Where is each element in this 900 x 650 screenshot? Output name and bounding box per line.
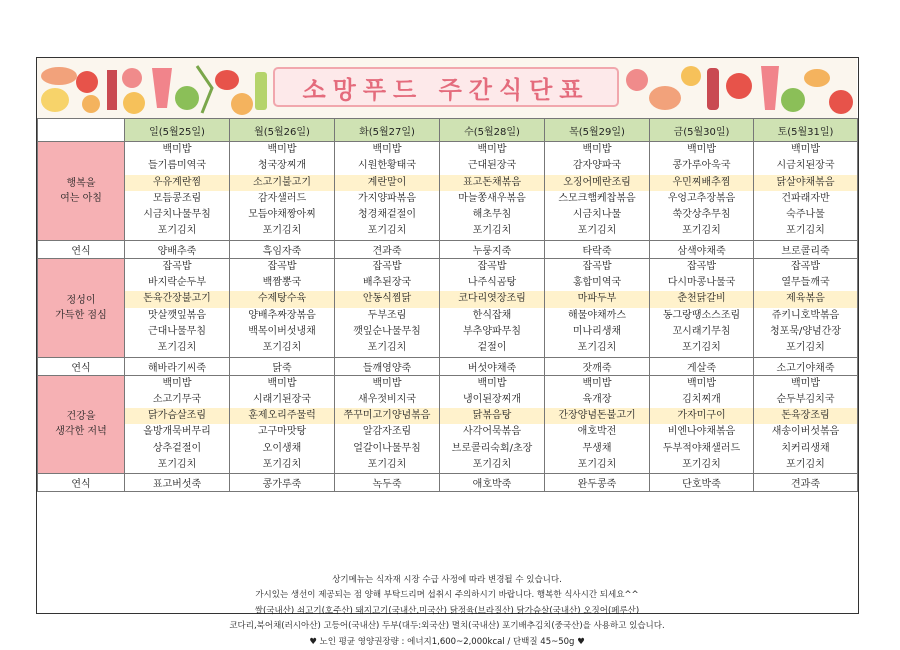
menu-item: 우유계란찜 [125,175,229,191]
menu-item: 바지락순두부 [148,277,206,289]
menu-item: 간장양념돈불고기 [545,408,649,424]
menu-item: 쑥갓상추무침 [672,209,731,221]
day-menu-cell [125,258,230,357]
food-illustration-right [621,58,857,118]
menu-item: 안동식찜닭 [335,291,439,307]
snack-label: 연식 [38,240,125,258]
menu-item: 브로콜리숙회/초장 [451,442,533,454]
day-menu-cell [545,142,650,241]
menu-item: 잡곡밥 [791,260,820,272]
day-menu-cell [125,375,230,474]
menu-item: 콩가루아욱국 [672,160,731,172]
menu-item: 고구마맛탕 [257,426,307,438]
menu-item: 미나리생채 [572,325,622,337]
menu-item: 쥬키니호박볶음 [771,309,840,321]
menu-item: 표고돈채볶음 [440,175,544,191]
menu-item: 두부조림 [367,309,407,321]
menu-item: 춘천닭갈비 [650,291,753,307]
menu-item: 돈육장조림 [754,408,857,424]
meal-row [38,375,858,474]
meal-label [38,142,125,241]
snack-item: 애호박죽 [440,474,545,492]
menu-item: 포기김치 [577,342,617,354]
day-menu-cell [125,142,230,241]
corner-cell [38,119,125,142]
snack-item: 잣깨죽 [545,357,650,375]
menu-item: 포기김치 [472,459,512,471]
day-header: 월(5월26일) [230,119,335,142]
snack-label: 연식 [38,357,125,375]
day-menu-cell [650,258,754,357]
note-line: ♥ 노인 평균 영양권장량 : 에너지1,600~2,000kcal / 단백질 45~50g ♥ [309,636,585,647]
menu-item: 얼갈이나물무침 [353,442,421,454]
snack-row [38,474,858,492]
menu-item: 백미밥 [791,377,820,389]
menu-item: 해초무침 [472,209,512,221]
menu-item: 상추겉절이 [152,442,202,454]
day-header-row [38,119,858,142]
menu-item: 알감자조림 [362,426,412,438]
day-header: 토(5월31일) [754,119,858,142]
menu-item: 나주식곰탕 [467,277,517,289]
menu-item: 백미밥 [162,377,192,389]
menu-item: 감자양파국 [572,160,622,172]
menu-item: 소고기불고기 [230,175,334,191]
menu-item: 청국장찌개 [257,160,307,172]
meal-label-line: 건강을 [66,411,96,423]
menu-item: 청경채겉절이 [358,209,416,221]
menu-item: 계란말이 [335,175,439,191]
snack-item: 삼색야채죽 [650,240,754,258]
menu-item: 백짬뽕국 [262,277,302,289]
menu-item: 백미밥 [687,377,716,389]
meal-label-line: 여는 아침 [60,192,102,204]
day-menu-cell [440,375,545,474]
menu-item: 백미밥 [372,144,402,155]
day-menu-cell [754,142,858,241]
menu-item: 포기김치 [157,459,197,471]
snack-item: 콩가루죽 [230,474,335,492]
menu-item: 건파래자반 [781,192,830,204]
menu-sheet [36,57,859,647]
menu-item: 포기김치 [577,459,617,471]
menu-item: 시금치된장국 [776,160,835,172]
menu-item: 돈육간장불고기 [125,291,229,307]
note-line: 상기메뉴는 식자재 시장 수급 사정에 따라 변경될 수 있습니다. [332,575,562,585]
snack-item: 단호박죽 [650,474,754,492]
menu-item: 쭈꾸미고기양념볶음 [335,408,439,424]
menu-item: 감자샐러드 [257,192,307,204]
snack-label: 연식 [38,474,125,492]
menu-item: 겉절이 [477,342,507,354]
snack-item: 양배추죽 [125,240,230,258]
snack-item: 타락죽 [545,240,650,258]
snack-item: 버섯야채죽 [440,357,545,375]
menu-item: 포기김치 [367,459,407,471]
menu-item: 포기김치 [786,342,825,354]
menu-item: 백미밥 [267,144,297,155]
menu-item: 맛살깻잎볶음 [148,309,206,321]
day-menu-cell [335,375,440,474]
menu-item: 닭살야채볶음 [754,175,857,191]
menu-item: 다시마콩나물국 [667,277,736,289]
day-menu-cell [230,258,335,357]
meal-label-line: 행복을 [66,177,96,189]
menu-item: 가자미구이 [650,408,753,424]
menu-item: 백미밥 [267,377,297,389]
menu-item: 양배추짜장볶음 [248,309,316,321]
menu-item: 오징어메란조림 [545,175,649,191]
snack-item: 닭죽 [230,357,335,375]
day-menu-cell [440,258,545,357]
menu-item: 닭볶음탕 [440,408,544,424]
menu-item: 시원한황태국 [358,160,416,172]
menu-item: 포기김치 [682,459,721,471]
menu-item: 마파두부 [545,291,649,307]
menu-item: 우엉고추장볶음 [667,192,736,204]
meal-label [38,258,125,357]
page-title: 소망푸드 주간식단표 [302,75,590,104]
menu-item: 오이생채 [262,442,302,454]
menu-item: 청포묵/양념간장 [770,325,841,337]
snack-item: 게살죽 [650,357,754,375]
menu-item: 비엔나야채볶음 [667,426,736,438]
menu-item: 들기름미역국 [148,160,206,172]
header-banner [37,58,857,119]
day-header: 금(5월30일) [650,119,754,142]
meal-label-line: 생각한 저녁 [55,426,107,438]
menu-item: 모듬콩조림 [152,192,202,204]
menu-item: 근대된장국 [467,160,517,172]
menu-table [37,118,858,492]
menu-item: 포기김치 [577,225,617,237]
menu-item: 훈제오리주물럭 [230,408,334,424]
menu-item: 포기김치 [262,459,302,471]
menu-item: 포기김치 [262,225,302,237]
menu-item: 소고기무국 [152,393,202,405]
food-illustration-left [37,58,273,118]
meal-label-line: 가득한 점심 [55,309,107,321]
menu-item: 잡곡밥 [687,260,716,272]
snack-row [38,240,858,258]
menu-item: 수제탕수육 [230,291,334,307]
menu-item: 냉이된장찌개 [463,393,521,405]
menu-item: 근대나물무침 [148,325,206,337]
day-header: 수(5월28일) [440,119,545,142]
day-menu-cell [230,142,335,241]
day-header: 목(5월29일) [545,119,650,142]
menu-item: 포기김치 [157,225,197,237]
menu-item: 포기김치 [157,342,197,354]
menu-item: 동그랑땡소스조림 [662,309,741,321]
snack-item: 견과죽 [754,474,858,492]
menu-item: 백미밥 [477,144,507,155]
note-line: 가시있는 생선이 제공되는 점 양해 부탁드리며 섭취시 주의하시기 바랍니다. 행복한 식사시간 되세요^^ [255,590,639,601]
menu-item: 사각어묵볶음 [463,426,521,438]
menu-item: 시래기된장국 [253,393,311,405]
menu-item: 백미밥 [582,144,612,155]
menu-item: 백미밥 [582,377,612,389]
menu-item: 시금치나물무침 [143,209,211,221]
day-header: 일(5월25일) [125,119,230,142]
day-menu-cell [230,375,335,474]
menu-item: 새송이버섯볶음 [771,426,840,438]
menu-item: 배추된장국 [362,277,412,289]
menu-item: 새우젓비지국 [358,393,416,405]
menu-item: 잡곡밥 [267,260,297,272]
menu-item: 애호박전 [577,426,617,438]
menu-item: 육개장 [582,393,612,405]
menu-item: 무생채 [582,442,612,454]
menu-item: 김치찌개 [682,393,721,405]
snack-item: 해바라기씨죽 [125,357,230,375]
menu-item: 백미밥 [791,144,820,155]
menu-item: 한식잡채 [472,309,512,321]
snack-item: 누룽지죽 [440,240,545,258]
note-line: 코다리,북어채(러시아산) 고등어(국내산) 두부(대두:외국산) 멸치(국내산) 포기배추김치(중국산)을 사용하고 있습니다. [229,621,665,632]
day-menu-cell [650,375,754,474]
menu-item: 포기김치 [262,342,302,354]
menu-item: 열무들깨국 [781,277,830,289]
snack-item: 표고버섯죽 [125,474,230,492]
note-line: 쌀(국내산) 쇠고기(호주산) 돼지고기(국내산,미국산) 닭정육(브라질산) 닭가슴살(국내산) 오징어(페루산) [254,605,640,616]
menu-item: 백미밥 [162,144,192,155]
snack-item: 들깨영양죽 [335,357,440,375]
menu-item: 마늘쫑새우볶음 [458,192,526,204]
snack-item: 흑임자죽 [230,240,335,258]
menu-item: 포기김치 [786,459,825,471]
menu-item: 잡곡밥 [162,260,192,272]
day-header: 화(5월27일) [335,119,440,142]
day-menu-cell [335,258,440,357]
meal-row [38,258,858,357]
menu-item: 잡곡밥 [372,260,402,272]
snack-row [38,357,858,375]
menu-item: 닭가슴살조림 [125,408,229,424]
day-menu-cell [754,258,858,357]
menu-item: 포기김치 [682,225,721,237]
menu-item: 포기김치 [367,225,407,237]
menu-item: 포기김치 [786,225,825,237]
snack-item: 녹두죽 [335,474,440,492]
menu-item: 치커리생채 [781,442,830,454]
menu-item: 해물야채까스 [568,309,626,321]
menu-item: 시금치나물 [572,209,622,221]
menu-item: 숙주나물 [786,209,825,221]
menu-item: 부추양파무침 [463,325,521,337]
notes-section [37,567,857,647]
menu-item: 올방개묵버무리 [143,426,211,438]
meal-row [38,142,858,241]
snack-item: 브로콜리죽 [754,240,858,258]
menu-item: 백미밥 [687,144,716,155]
menu-item: 포기김치 [472,225,512,237]
menu-item: 제육볶음 [754,291,857,307]
day-menu-cell [440,142,545,241]
day-menu-cell [754,375,858,474]
menu-item: 깻잎순나물무침 [353,325,421,337]
menu-item: 잡곡밥 [582,260,612,272]
day-menu-cell [545,375,650,474]
snack-item: 완두콩죽 [545,474,650,492]
day-menu-cell [650,142,754,241]
title-box [273,67,619,107]
menu-item: 백목이버섯냉채 [248,325,316,337]
menu-item: 두부적야채샐러드 [662,442,741,454]
snack-item: 소고기야채죽 [754,357,858,375]
menu-item: 우민찌배추찜 [650,175,753,191]
menu-item: 꼬시래기무침 [672,325,731,337]
menu-item: 모듬야채짱아찌 [248,209,316,221]
day-menu-cell [335,142,440,241]
meal-label [38,375,125,474]
menu-item: 코다리엿장조림 [440,291,544,307]
menu-item: 스모크햄케찹볶음 [558,192,636,204]
snack-item: 견과죽 [335,240,440,258]
day-menu-cell [545,258,650,357]
menu-item: 포기김치 [682,342,721,354]
meal-label-line: 정성이 [66,294,96,306]
menu-item: 가지양파볶음 [358,192,416,204]
menu-item: 백미밥 [477,377,507,389]
menu-item: 홍합미역국 [572,277,622,289]
menu-item: 순두부김치국 [776,393,835,405]
menu-item: 포기김치 [367,342,407,354]
menu-item: 잡곡밥 [477,260,507,272]
menu-item: 백미밥 [372,377,402,389]
